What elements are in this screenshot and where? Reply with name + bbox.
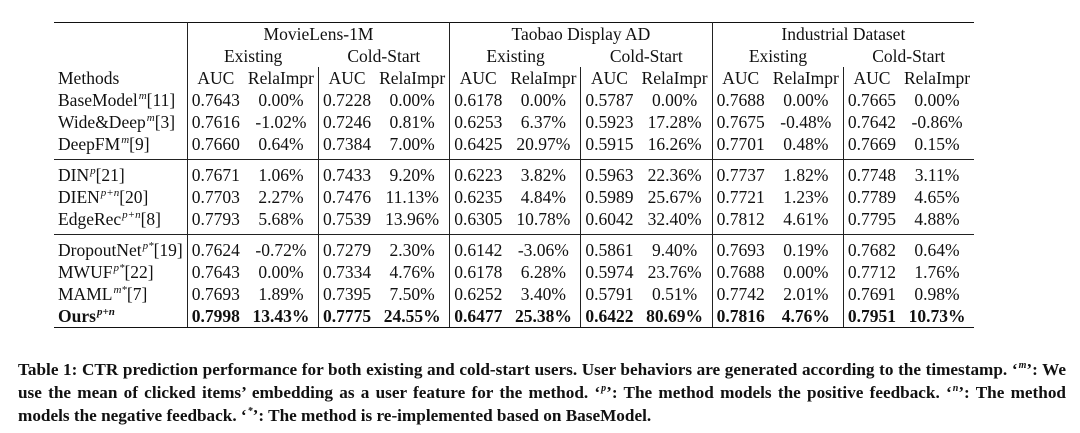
method-name: Wide&Deep [58,112,146,132]
ctr-performance-table [54,22,974,328]
method-reference: [19] [153,240,183,260]
caption-superscript: m [1018,360,1027,371]
relaimpr-cell: 2.27% [244,186,319,208]
relaimpr-cell: 1.06% [244,164,319,186]
relaimpr-cell: 5.68% [244,208,319,230]
relaimpr-cell: 11.13% [375,186,450,208]
relaimpr-cell: 24.55% [375,305,450,328]
table-row [54,208,974,230]
relaimpr-cell: 0.00% [769,261,844,283]
auc-cell: 0.6223 [454,165,503,185]
relaimpr-cell: 25.38% [506,305,581,328]
column-header: RelaImpr [903,68,971,88]
relaimpr-cell: 0.64% [244,133,319,155]
relaimpr-cell: 4.65% [914,187,960,207]
group-header: Existing [748,46,808,66]
relaimpr-cell: 0.00% [244,261,319,283]
relaimpr-cell: 0.19% [769,239,844,261]
method-cell [54,133,187,155]
group-header: Cold-Start [581,45,712,67]
relaimpr-cell: 20.97% [506,133,581,155]
auc-cell: 0.5915 [585,134,634,154]
relaimpr-cell: 2.01% [769,283,844,305]
caption-text: ’: The method models the positive feedback. ‘ [606,383,952,402]
methods-header: Methods [54,67,187,89]
relaimpr-cell: 0.48% [769,133,844,155]
relaimpr-cell: 1.23% [769,186,844,208]
relaimpr-cell: 0.00% [375,89,450,111]
table-caption [18,358,1066,427]
relaimpr-cell: 0.64% [914,240,960,260]
method-reference: [7] [126,284,148,304]
relaimpr-cell: 4.84% [506,186,581,208]
method-cell [54,186,187,208]
auc-cell: 0.7539 [322,209,372,229]
table-row [54,261,974,283]
method-cell [54,111,187,133]
auc-cell: 0.6253 [454,112,503,132]
table-row [54,111,974,133]
method-superscript: p [90,165,96,177]
method-cell [54,261,187,283]
relaimpr-cell: 13.96% [375,208,450,230]
method-reference: [3] [154,112,176,132]
column-header: AUC [328,68,366,88]
relaimpr-cell: 25.67% [638,186,713,208]
method-cell [54,239,187,261]
method-superscript: m* [113,284,127,296]
relaimpr-cell: 0.51% [638,283,713,305]
method-name: Ours [58,306,96,326]
header-corner [54,23,187,46]
auc-cell: 0.6425 [454,134,503,154]
column-header: AUC [197,68,235,88]
column-header: RelaImpr [638,67,713,89]
auc-cell: 0.7334 [322,262,372,282]
relaimpr-cell: 0.00% [914,90,960,110]
group-header: Existing [486,46,545,66]
auc-cell: 0.7951 [843,305,900,328]
dataset-header: Industrial Dataset [712,23,974,46]
method-superscript: m [138,90,147,102]
relaimpr-cell: 16.26% [638,133,713,155]
method-name: DropoutNet [58,240,142,260]
relaimpr-cell: 0.15% [914,134,960,154]
relaimpr-cell: 3.11% [914,165,960,185]
caption-text: CTR prediction performance for both existing and cold-start users. User behaviors are generated according to the timestamp. ‘ [77,360,1018,379]
header-row-datasets [54,23,974,46]
auc-cell: 0.5963 [585,165,634,185]
column-header: AUC [853,68,891,88]
auc-cell: 0.7998 [187,305,244,328]
method-superscript: p+n [100,187,120,199]
method-name: BaseModel [58,90,138,110]
auc-cell: 0.6178 [454,262,503,282]
column-header: AUC [591,68,628,88]
auc-cell: 0.7816 [712,305,769,328]
auc-cell: 0.5974 [585,262,634,282]
caption-superscript: p [601,383,607,394]
method-cell [54,283,187,305]
relaimpr-cell: -1.02% [244,111,319,133]
auc-cell: 0.7665 [847,90,896,110]
header-row-groups [54,45,974,67]
relaimpr-cell: 9.20% [375,164,450,186]
column-header: RelaImpr [375,67,450,89]
table-row [54,89,974,111]
auc-cell: 0.7476 [322,187,372,207]
relaimpr-cell: 10.78% [506,208,581,230]
relaimpr-cell: 0.00% [638,89,713,111]
method-reference: [8] [140,209,162,229]
header-corner [54,45,187,67]
auc-cell: 0.6305 [454,209,503,229]
method-name: EdgeRec [58,209,122,229]
auc-cell: 0.7703 [191,187,240,207]
auc-cell: 0.7660 [191,134,240,154]
auc-cell: 0.5989 [585,187,634,207]
method-reference: [20] [119,187,149,207]
method-cell [54,305,187,328]
auc-cell: 0.7721 [716,187,765,207]
dataset-header: MovieLens-1M [187,23,449,46]
auc-cell: 0.5787 [585,90,634,110]
relaimpr-cell: 1.76% [914,262,960,282]
auc-cell: 0.6142 [454,240,503,260]
table-row [54,164,974,186]
method-superscript: p+n [96,306,115,318]
relaimpr-cell: 32.40% [638,208,713,230]
relaimpr-cell: -0.48% [769,111,844,133]
auc-cell: 0.5923 [585,112,634,132]
relaimpr-cell: 7.00% [375,133,450,155]
auc-cell: 0.6422 [581,305,638,328]
relaimpr-cell: 0.00% [506,89,581,111]
dataset-header: Taobao Display AD [450,23,712,46]
method-reference: [22] [124,262,154,282]
table-row [54,133,974,155]
caption-text: ’: The method is re-implemented based on BaseModel. [252,406,652,425]
auc-cell: 0.7812 [716,209,765,229]
relaimpr-cell: 6.28% [506,261,581,283]
method-cell [54,89,187,111]
auc-cell: 0.7433 [322,165,372,185]
relaimpr-cell: 0.81% [375,111,450,133]
relaimpr-cell: -0.72% [244,239,319,261]
auc-cell: 0.7643 [191,90,240,110]
method-superscript: p* [113,262,125,274]
auc-cell: 0.7624 [191,240,240,260]
caption-superscript: n [952,383,959,394]
method-superscript: p* [142,240,154,252]
auc-cell: 0.7737 [716,165,765,185]
method-reference: [9] [129,134,150,154]
group-header: Existing [223,46,283,66]
relaimpr-cell: 4.61% [769,208,844,230]
auc-cell: 0.6178 [454,90,503,110]
auc-cell: 0.7748 [847,165,896,185]
auc-cell: 0.5861 [585,240,634,260]
column-header: RelaImpr [769,67,844,89]
auc-cell: 0.7693 [191,284,240,304]
table-row [54,283,974,305]
table-row [54,305,974,328]
auc-cell: 0.7395 [322,284,372,304]
auc-cell: 0.7701 [716,134,765,154]
method-name: DeepFM [58,134,121,154]
auc-cell: 0.6042 [585,209,634,229]
auc-cell: 0.7688 [716,90,765,110]
column-header: AUC [722,68,760,88]
relaimpr-cell: -3.06% [506,239,581,261]
auc-cell: 0.7789 [847,187,896,207]
auc-cell: 0.7616 [191,112,240,132]
relaimpr-cell: 6.37% [506,111,581,133]
relaimpr-cell: 4.76% [769,305,844,328]
auc-cell: 0.6477 [450,305,507,328]
relaimpr-cell: 4.88% [914,209,960,229]
column-header: RelaImpr [506,67,581,89]
relaimpr-cell: 17.28% [638,111,713,133]
method-name: MAML [58,284,113,304]
table-row [54,186,974,208]
auc-cell: 0.7712 [847,262,896,282]
auc-cell: 0.7671 [191,165,240,185]
caption-text: ’: We use the mean of clicked items’ embedding as a user feature for the method. ‘ [18,360,1066,402]
relaimpr-cell: 1.82% [769,164,844,186]
relaimpr-cell: 7.50% [375,283,450,305]
auc-cell: 0.7693 [716,240,765,260]
group-header: Cold-Start [318,45,449,67]
relaimpr-cell: 4.76% [375,261,450,283]
caption-superscript: * [247,406,253,417]
auc-cell: 0.7642 [847,112,896,132]
auc-cell: 0.7742 [716,284,765,304]
auc-cell: 0.7384 [322,134,372,154]
header-row-columns [54,67,974,89]
relaimpr-cell: 0.98% [914,284,960,304]
relaimpr-cell: 0.00% [244,89,319,111]
auc-cell: 0.6235 [454,187,503,207]
relaimpr-cell: 0.00% [769,89,844,111]
method-cell [54,208,187,230]
caption-label: Table 1: [18,360,78,379]
method-name: DIN [58,165,90,185]
relaimpr-cell: 22.36% [638,164,713,186]
relaimpr-cell: 1.89% [244,283,319,305]
auc-cell: 0.7691 [847,284,896,304]
auc-cell: 0.5791 [585,284,634,304]
relaimpr-cell: 3.82% [506,164,581,186]
relaimpr-cell: 23.76% [638,261,713,283]
auc-cell: 0.7246 [322,112,372,132]
method-reference: [21] [95,165,125,185]
auc-cell: 0.7643 [191,262,240,282]
method-superscript: m [121,134,130,146]
auc-cell: 0.6252 [454,284,503,304]
relaimpr-cell: -0.86% [911,112,963,132]
method-cell [54,164,187,186]
auc-cell: 0.7675 [716,112,765,132]
relaimpr-cell: 2.30% [375,239,450,261]
relaimpr-cell: 10.73% [900,305,974,328]
method-name: DIEN [58,187,100,207]
column-header: RelaImpr [244,67,319,89]
method-superscript: p+n [122,209,141,221]
auc-cell: 0.7795 [847,209,896,229]
method-superscript: m [146,112,155,124]
relaimpr-cell: 13.43% [244,305,319,328]
auc-cell: 0.7793 [191,209,240,229]
auc-cell: 0.7688 [716,262,765,282]
relaimpr-cell: 3.40% [506,283,581,305]
relaimpr-cell: 80.69% [638,305,713,328]
auc-cell: 0.7682 [847,240,896,260]
table-row [54,239,974,261]
method-reference: [11] [146,90,176,110]
relaimpr-cell: 9.40% [638,239,713,261]
auc-cell: 0.7775 [318,305,375,328]
group-header: Cold-Start [872,46,946,66]
method-name: MWUF [58,262,113,282]
auc-cell: 0.7669 [847,134,896,154]
column-header: AUC [459,68,497,88]
auc-cell: 0.7228 [322,90,372,110]
auc-cell: 0.7279 [322,240,372,260]
caption-text: ’: The method models the negative feedback. ‘ [18,383,1066,425]
